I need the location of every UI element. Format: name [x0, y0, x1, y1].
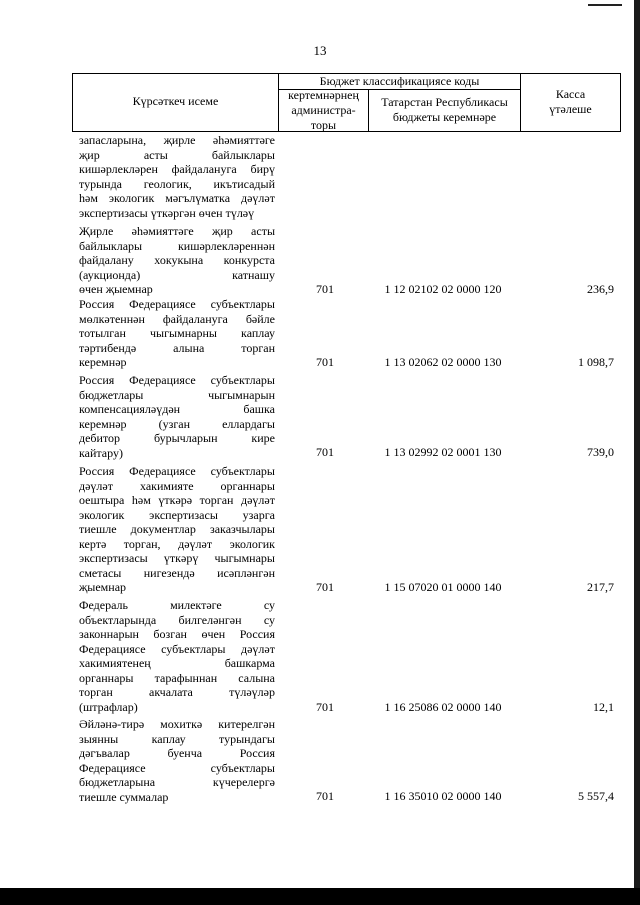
- row-amount: 217,7: [587, 580, 614, 594]
- row-revenue-code: 1 12 02102 02 0000 120: [384, 282, 502, 296]
- row-revenue-code: 1 13 02062 02 0000 130: [384, 355, 502, 369]
- row-revenue-code: 1 13 02992 02 0001 130: [384, 445, 502, 459]
- row-amount: 12,1: [593, 700, 614, 714]
- row-name: Россия Федерациясе субъектлары дәүләт хакимияте органнары оештыра һәм үткәрә торган дәүләт экологик экспертизасы узарга тиешле документлар заказчылары кертә торган, дәүләт экологик экспертизасы үткәрү чыгымнары сметасы нигезендә исәпләнгән җыемнар: [79, 464, 275, 594]
- row-admin-code: 701: [316, 445, 334, 459]
- row-admin-code: 701: [316, 355, 334, 369]
- row-name: Җирле әһәмияттәге җир асты байлыклары кишәрлекләреннән файдалану хокукына конкурста (аукционда) катнашу өчен җыемнар: [79, 224, 275, 296]
- scan-edge-mark: [588, 4, 622, 6]
- row-revenue-code: 1 16 35010 02 0000 140: [384, 789, 502, 803]
- row-revenue-code: 1 15 07020 01 0000 140: [384, 580, 502, 594]
- header-cash: Касса үтәлеше: [549, 87, 592, 116]
- row-name: Россия Федерациясе субъектлары мөлкәтеннән файдалануга бәйле тотылган чыгымнарны каплау тәртибендә алына торган керемнәр: [79, 297, 275, 369]
- row-name: Әйләнә-тирә мохиткә китерелгән зыянны каплау турындагы дәгъвалар буенча Россия Федерациясе субъектлары бюджетларына күчерелергә тиешле суммалар: [79, 717, 275, 804]
- row-name: Федераль милектәге су объектларында билгеләнгән су законнарын бозган өчен Россия Федерациясе субъектлары дәүләт хакимиятенең башкарма органнары тарафыннан салына торган акчалата түләүләр (штрафлар): [79, 598, 275, 714]
- row-amount: 1 098,7: [578, 355, 614, 369]
- page-number: 13: [313, 43, 327, 58]
- row-name: Россия Федерациясе субъектлары бюджетлары чыгымнарын компенсацияләүдән башка керемнәр (узган еллардагы дебитор бурычларын кире кайтару): [79, 373, 275, 460]
- row-amount: 236,9: [587, 282, 614, 296]
- header-revenue: Татарстан Республикасы бюджеты керемнәре: [381, 95, 508, 124]
- row-admin-code: 701: [316, 282, 334, 296]
- row-revenue-code: 1 16 25086 02 0000 140: [384, 700, 502, 714]
- row-admin-code: 701: [316, 580, 334, 594]
- row-name: запасларына, җирле әһәмияттәге җир асты байлыклары кишәрлекләрен файдалануга бирү турында геологик, икътисадый һәм экологик мәгълүматка дәүләт экспертизасы үткәргән өчен түләү: [79, 133, 275, 220]
- header-budget-codes: Бюджет классификациясе коды: [319, 74, 480, 88]
- header-admin: кертемнәрнең администра- торы: [288, 88, 359, 132]
- row-admin-code: 701: [316, 700, 334, 714]
- header-indicator: Күрсәткеч исеме: [132, 94, 219, 108]
- row-amount: 739,0: [587, 445, 614, 459]
- scan-right-border: [634, 0, 640, 905]
- scan-bottom-border: [0, 888, 640, 905]
- row-admin-code: 701: [316, 789, 334, 803]
- row-amount: 5 557,4: [578, 789, 614, 803]
